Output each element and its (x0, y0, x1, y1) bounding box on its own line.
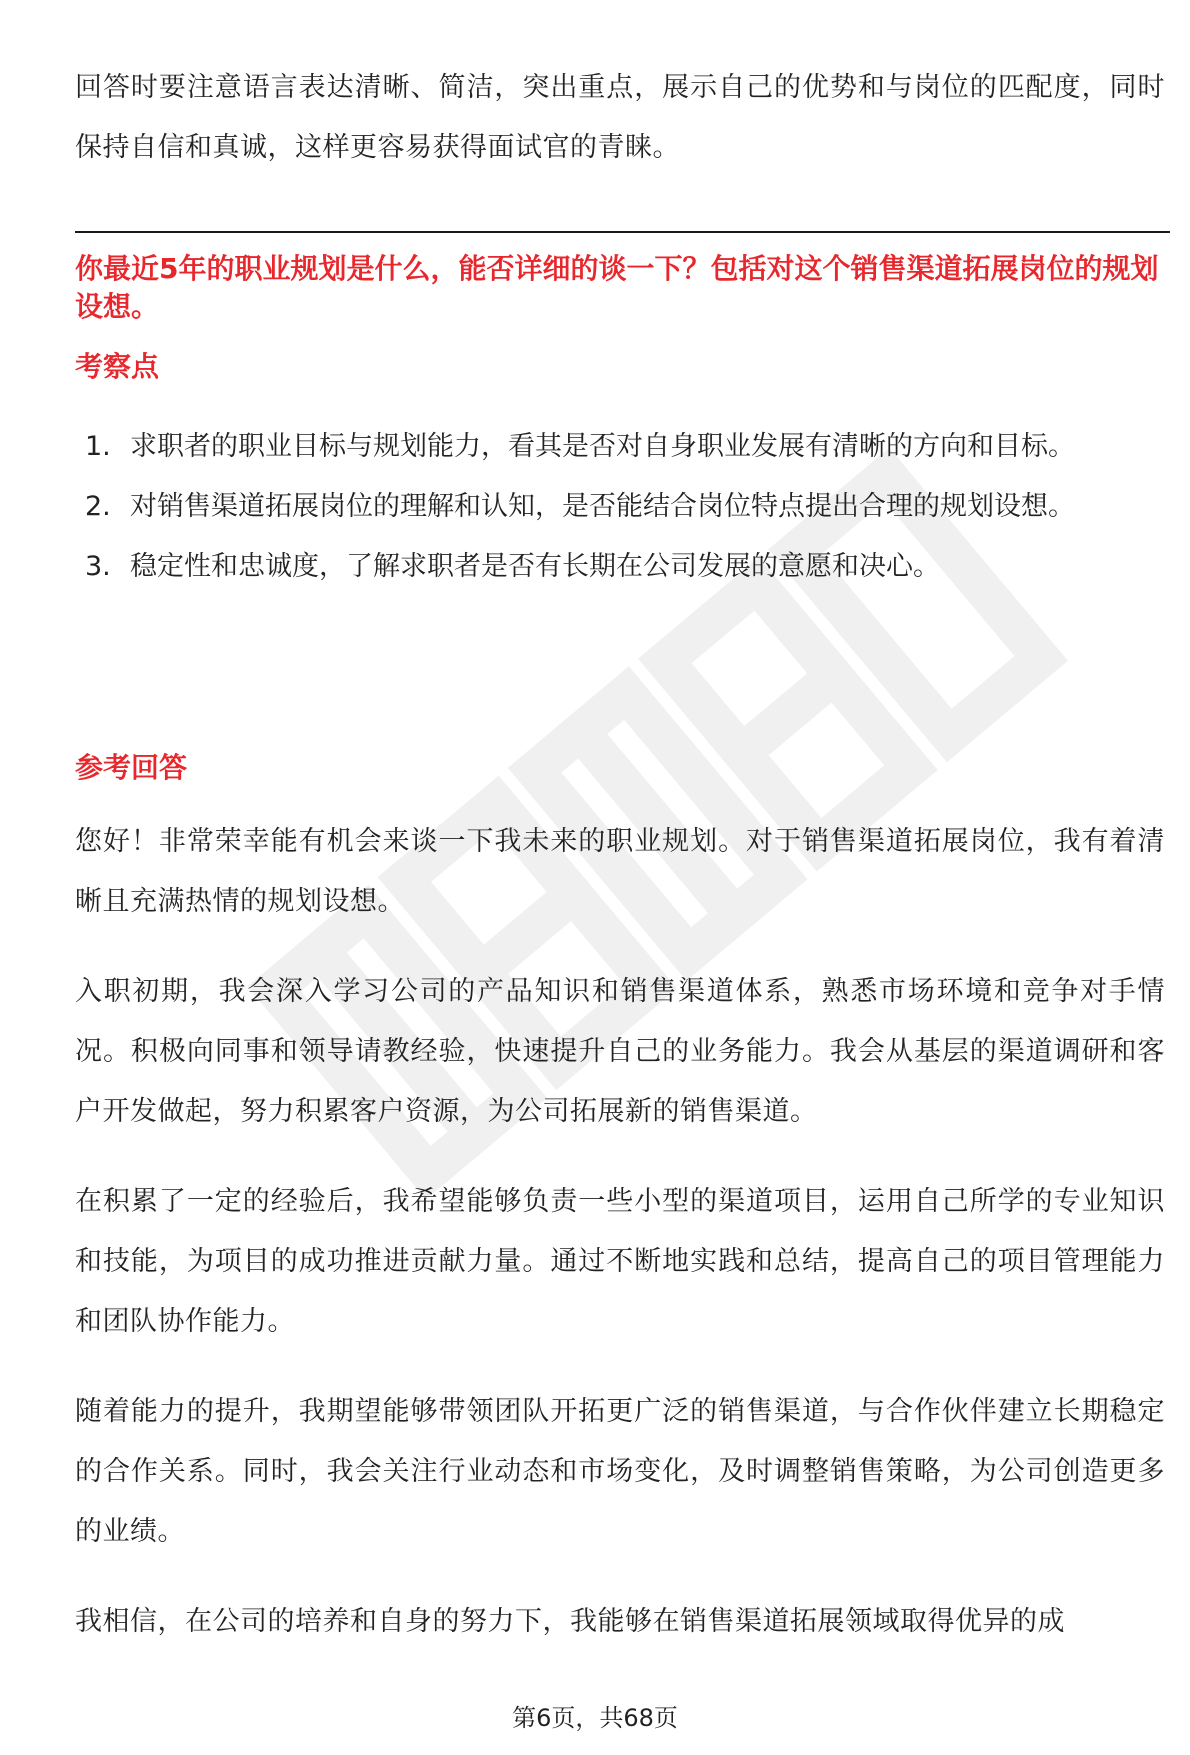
list-item-number: 1. (85, 431, 111, 462)
answer-paragraph: 入职初期，我会深入学习公司的产品知识和销售渠道体系，熟悉市场环境和竞争对手情况。积极向同事和领导请教经验，快速提升自己的业务能力。我会从基层的渠道调研和客户开发做起，努力积累客户资源，为公司拓展新的销售渠道。 (75, 976, 1165, 1127)
answer-section-title: 参考回答 (75, 751, 188, 784)
answer-paragraph: 我相信，在公司的培养和自身的努力下，我能够在销售渠道拓展领域取得优异的成 (75, 1606, 1065, 1637)
list-item-text: 稳定性和忠诚度，了解求职者是否有长期在公司发展的意愿和决心。 (130, 551, 940, 582)
list-item (85, 477, 1165, 537)
list-item-text: 对销售渠道拓展岗位的理解和认知，是否能结合岗位特点提出合理的规划设想。 (130, 491, 1075, 522)
list-item (85, 417, 1165, 477)
answer-paragraph: 您好！非常荣幸能有机会来谈一下我未来的职业规划。对于销售渠道拓展岗位，我有着清晰且充满热情的规划设想。 (75, 826, 1165, 917)
list-item (85, 537, 1165, 597)
focus-list (85, 417, 1165, 597)
focus-section-title: 考察点 (75, 350, 160, 383)
answer-paragraph: 随着能力的提升，我期望能够带领团队开拓更广泛的销售渠道，与合作伙伴建立长期稳定的合作关系。同时，我会关注行业动态和市场变化，及时调整销售策略，为公司创造更多的业绩。 (75, 1396, 1165, 1547)
answer-block (75, 812, 1165, 1682)
section-divider (75, 231, 1170, 233)
list-item-number: 2. (85, 491, 111, 522)
page-number-footer: 第6页，共68页 (512, 1704, 678, 1732)
intro-block (75, 58, 1165, 178)
intro-paragraph: 回答时要注意语言表达清晰、简洁，突出重点，展示自己的优势和与岗位的匹配度，同时保持自信和真诚，这样更容易获得面试官的青睐。 (75, 72, 1165, 163)
list-item-number: 3. (85, 551, 111, 582)
answer-paragraph: 在积累了一定的经验后，我希望能够负责一些小型的渠道项目，运用自己所学的专业知识和技能，为项目的成功推进贡献力量。通过不断地实践和总结，提高自己的项目管理能力和团队协作能力。 (75, 1186, 1165, 1337)
list-item-text: 求职者的职业目标与规划能力，看其是否对自身职业发展有清晰的方向和目标。 (130, 431, 1075, 462)
question-heading: 你最近5年的职业规划是什么，能否详细的谈一下？包括对这个销售渠道拓展岗位的规划设想。 (75, 252, 1159, 323)
